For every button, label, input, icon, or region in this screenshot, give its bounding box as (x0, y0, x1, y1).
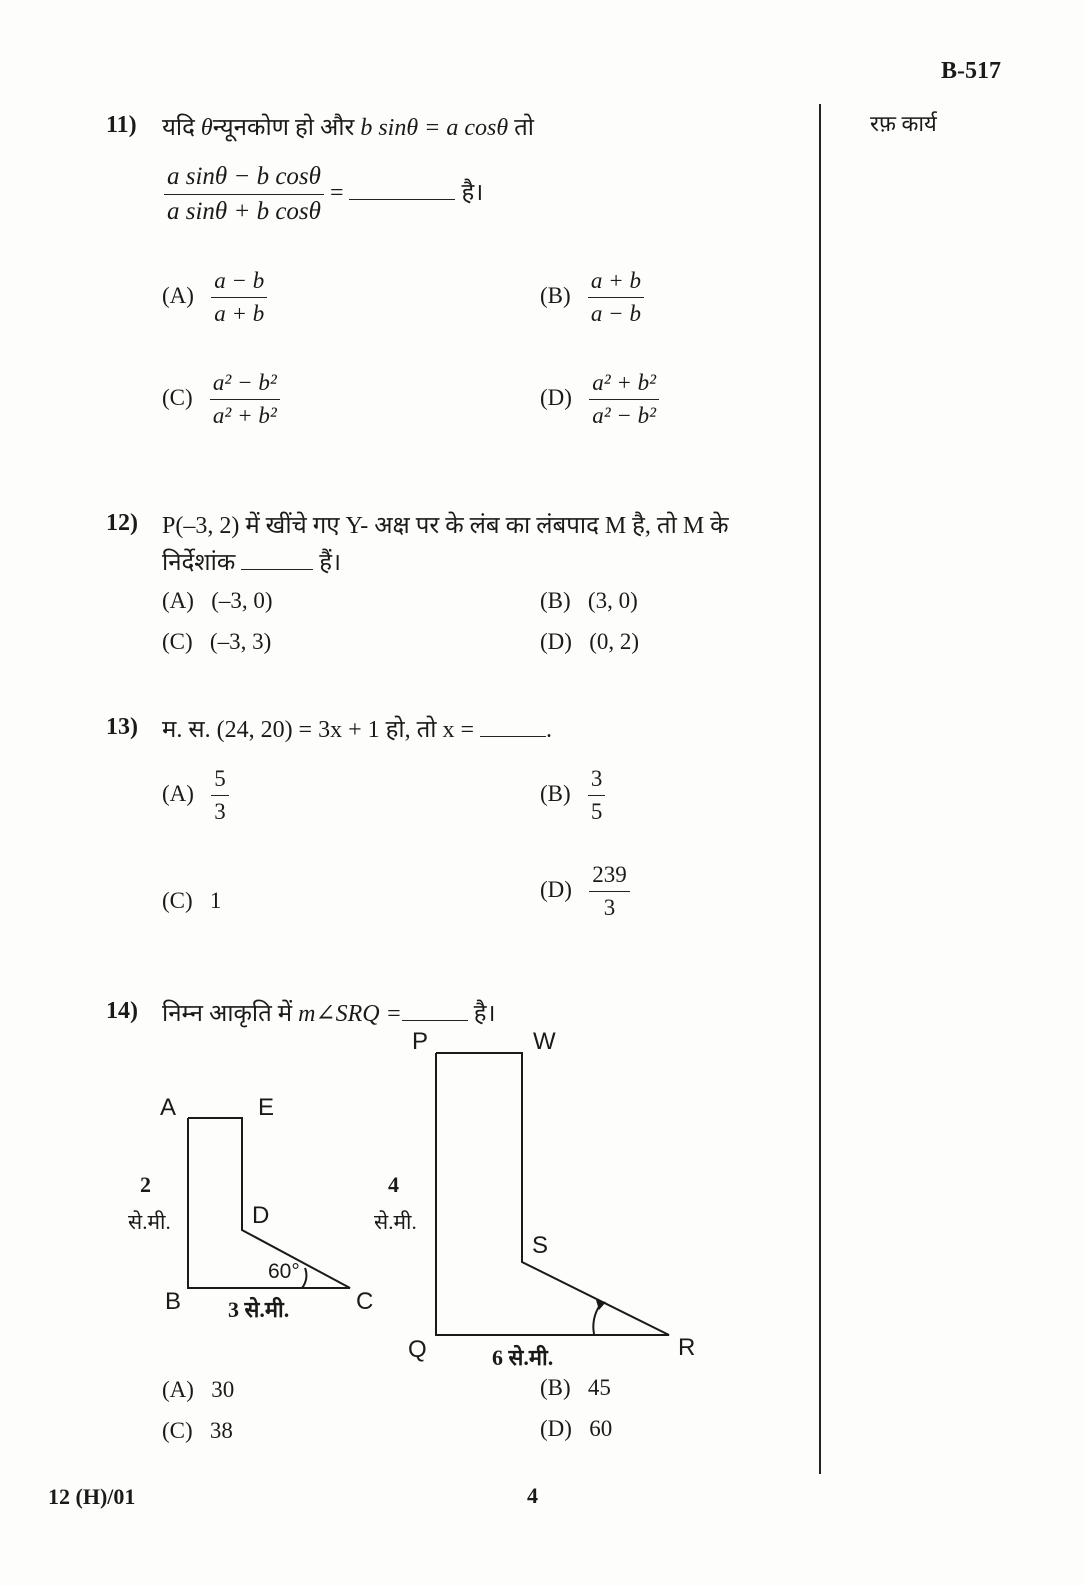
q11-option-c[interactable]: (C) $\frac{\text{a² − b²}}{\text{a² + b²}}$ (162, 370, 280, 429)
q13-text: म. स. (24, 20) = 3x + 1 हो, तो x = . (162, 717, 553, 743)
paper-code: B-517 (941, 58, 1001, 84)
fig1-label-b: B (165, 1288, 182, 1315)
q12-number: 12) (106, 510, 138, 536)
q13-option-d[interactable]: (D) $\frac{239}{3}$ (540, 862, 630, 921)
q12-text-line2: निर्देशांक हैं। (162, 550, 342, 576)
footer-code: 12 (H)/01 (48, 1484, 136, 1509)
rough-work-label: रफ़ कार्य (870, 111, 937, 136)
q14-option-c[interactable]: (C) 38 (162, 1418, 233, 1443)
fig2-height-unit: से.मी. (374, 1210, 417, 1234)
fig1-height-unit: से.मी. (128, 1210, 171, 1234)
q14-option-d[interactable]: (D) 60 (540, 1416, 613, 1441)
page-number: 4 (527, 1483, 538, 1508)
q14-number: 14) (106, 998, 138, 1024)
q11-number: 11) (106, 112, 137, 138)
fig1-height-value: 2 (140, 1172, 151, 1197)
fig2-label-w: W (533, 1028, 556, 1055)
q11-option-a[interactable]: (A) $\frac{a - b}{a + b}$ (162, 268, 267, 327)
q13-option-a[interactable]: (A) $\frac{5}{3}$ (162, 766, 229, 825)
fig1-label-e: E (258, 1094, 275, 1121)
fig1-angle: 60° (268, 1260, 300, 1283)
q14-option-b[interactable]: (B) 45 (540, 1375, 611, 1400)
fig2-base: 6 से.मी. (492, 1345, 554, 1370)
fig2-label-s: S (532, 1232, 549, 1259)
fig2-height-value: 4 (388, 1172, 399, 1197)
q12-text-line1: P(–3, 2) में खींचे गए Y- अक्ष पर के लंब का लंबपाद M है, तो M के (162, 513, 729, 539)
fig1-label-d: D (252, 1202, 270, 1229)
q13-number: 13) (106, 714, 138, 740)
fig1-base: 3 से.मी. (228, 1297, 290, 1322)
fig1-label-c: C (356, 1288, 374, 1315)
q11-option-d[interactable]: (D) $\frac{\text{a² + b²}}{\text{a² − b²}}$ (540, 370, 659, 429)
q12-option-d[interactable]: (D) (0, 2) (540, 629, 640, 654)
figure2-shape (436, 1053, 669, 1335)
q12-option-c[interactable]: (C) (–3, 3) (162, 629, 272, 654)
q11-expression: $\frac{\text{a sinθ − b cosθ}}{\text{a sinθ + b cosθ}}$ = है। (164, 163, 483, 226)
q11-option-b[interactable]: (B) $\frac{a + b}{a - b}$ (540, 268, 644, 327)
fig2-label-p: P (412, 1028, 429, 1055)
q13-option-c[interactable]: (C) 1 (162, 888, 222, 913)
q12-option-a[interactable]: (A) (–3, 0) (162, 588, 273, 613)
q14-option-a[interactable]: (A) 30 (162, 1377, 235, 1402)
q13-option-b[interactable]: (B) $\frac{3}{5}$ (540, 766, 605, 825)
figure1-angle-arc (302, 1268, 306, 1288)
fig2-label-r: R (678, 1334, 696, 1361)
fig2-label-q: Q (408, 1336, 427, 1363)
fig1-label-a: A (160, 1094, 177, 1121)
q12-option-b[interactable]: (B) (3, 0) (540, 588, 638, 613)
q14-text: निम्न आकृति में m∠SRQ = है। (162, 1001, 496, 1027)
q11-text: यदि θन्यूनकोण हो और b sinθ = a cosθ तो (162, 115, 535, 141)
